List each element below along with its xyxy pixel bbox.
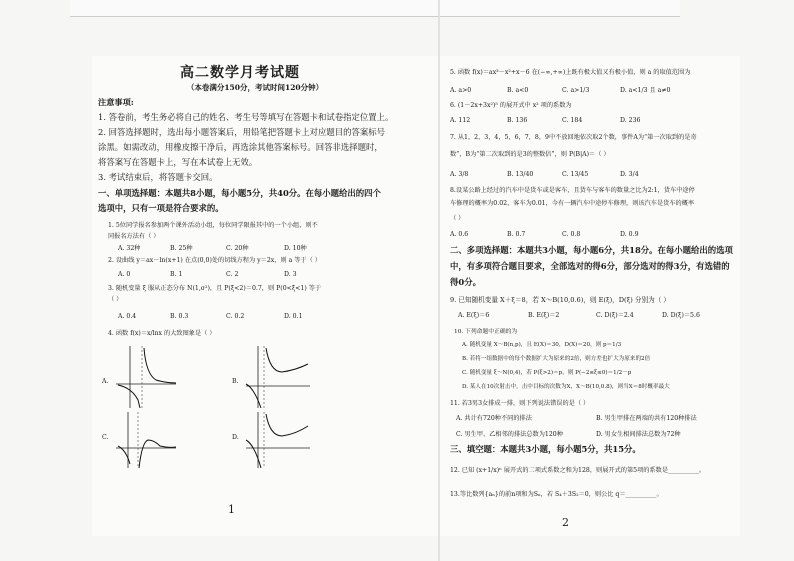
note-line: 将答案写在答题卡上，写在本试卷上无效。 (98, 157, 258, 167)
option-c: C. 20种 (226, 245, 249, 252)
option-a: A. 112 (450, 117, 471, 124)
graph-d (242, 410, 312, 470)
question-6: 6. (1－2x+3x²)⁵ 的展开式中 x² 项的系数为 (450, 102, 572, 109)
option-b: B. 男生甲排在两端的共有120种排法 (596, 415, 697, 422)
option-c: C. 13/45 (562, 171, 589, 178)
graph-label-c: C. (102, 434, 109, 441)
graph-label-a: A. (102, 378, 109, 385)
page-number: 2 (562, 516, 569, 529)
option-a: A. 0.6 (450, 231, 469, 238)
section-heading: 中，有多项符合题目要求，全部选对的得6分，部分选对的得3分，有选错的 (450, 261, 730, 271)
graph-b (242, 344, 312, 410)
option-c: C. 0.2 (226, 313, 245, 320)
note-line: 1. 答卷前，考生务必将自己的姓名、考生号等填写在答题卡和试卷指定位置上。 (98, 112, 394, 122)
question-7: 7. 从1，2，3，4，5，6，7，8，9中不放回地依次取2个数，事件A为“第一次取到的是奇 (450, 134, 697, 141)
option-b: B. 若将一组数据中的每个数据扩大为原来的2倍，则方差也扩大为原来的2倍 (462, 356, 651, 362)
section-heading: 选项中，只有一项是符合要求的。 (98, 203, 224, 213)
option-b: B. E(ξ)＝2 (528, 312, 560, 319)
question-8: 8.设某公路上经过的汽车中是货车或是客车，且货车与客车的数量之比为2:1，货车中途停 (450, 187, 695, 194)
option-a: A. a>0 (450, 87, 472, 94)
question-9: 9. 已知随机变量 X＋ξ＝8，若 X～B(10,0.6)，则 E(ξ)，D(ξ) 分别为（ ） (450, 296, 670, 304)
section-heading: 二、多项选择题：本题共3小题，每小题6分，共18分。在每小题给出的选项 (450, 245, 733, 255)
option-c: C. 0.8 (562, 231, 581, 238)
option-c: C. 男生甲、乙相邻的排法总数为120种 (456, 431, 563, 438)
option-d: D. 10种 (284, 245, 307, 252)
section-heading: 一、单项选择题：本题共8小题，每小题5分，共40分。在每小题给出的四个 (98, 188, 381, 198)
note-line: 涂黑。如需改动，用橡皮擦干净后，再选涂其他答案标号。回答非选择题时， (98, 142, 383, 152)
option-b: B. 1 (170, 271, 183, 278)
question-7: 数”，B为“第二次取到的是3的整数倍”，则 P(B|A)＝（ ） (450, 151, 610, 158)
question-3: （ ） (108, 296, 123, 303)
question-13: 13.等比数列{aₙ}的前n项和为Sₙ，若 S₄＋3S₂＝0，则公比 q＝__________。 (450, 491, 663, 498)
question-10: 10. 下列命题中正确的为 (454, 329, 518, 335)
option-d: D. 3 (284, 271, 297, 278)
option-d: D. 男女生相间排法总数为72种 (596, 431, 681, 438)
option-c: C. D(ξ)＝2.4 (596, 312, 634, 319)
graph-label-b: B. (232, 378, 239, 385)
section-heading: 得0分。 (450, 277, 481, 287)
question-12: 12. 已知 (x+1/x)ⁿ 展开式的二项式系数之和为128，则展开式的第5项的系数是__________。 (450, 467, 706, 474)
option-b: B. 0.7 (507, 231, 526, 238)
option-d: D. 0.1 (284, 313, 303, 320)
question-4: 4. 函数 f(x)＝x/lnx 的大致图象是（ ） (108, 330, 216, 337)
option-b: B. 13/40 (507, 171, 534, 178)
graph-label-d: D. (232, 434, 239, 441)
page-number: 1 (228, 503, 235, 516)
option-d: D. D(ξ)＝5.6 (662, 312, 700, 319)
question-1: 同报名方法有（ ） (108, 233, 160, 240)
question-8: （ ） (450, 215, 465, 222)
section-heading: 三、填空题：本题共3小题，每小题5分，共15分。 (450, 444, 641, 454)
page-fold (438, 0, 440, 561)
question-5: 5. 函数 f(x)＝ax³－x²+x－6 在(−∞,+∞)上既有极大值又有极小值，则 a 的取值范围为 (450, 69, 691, 76)
note-line: 2. 回答选择题时，选出每小题答案后，用铅笔把答题卡上对应题目的答案标号 (98, 127, 386, 137)
exam-subtitle: （本卷满分150分，考试时间120分钟） (186, 83, 324, 92)
option-a: A. E(ξ)＝6 (458, 312, 490, 319)
question-3: 3. 随机变量 ξ 服从正态分布 N(1,σ²)，且 P(ξ<2)＝0.7，则 P(0<ξ<1) 等于 (108, 285, 322, 292)
option-a: A. 0.4 (118, 313, 137, 320)
note-line: 3. 考试结束后，将答题卡交回。 (98, 172, 218, 182)
notes-heading: 注意事项: (98, 97, 134, 107)
question-2: 2. 设曲线 y＝ax－ln(x+1) 在点(0,0)处的切线方程为 y＝2x，则 a 等于（ ） (108, 257, 321, 264)
option-a: A. 共计有720种不同的排法 (456, 415, 532, 422)
option-d: D. a<1/3 且 a≠0 (620, 87, 671, 94)
option-a: A. 32种 (118, 245, 141, 252)
option-b: B. 136 (507, 117, 528, 124)
option-b: B. 25种 (170, 245, 193, 252)
option-c: C. 随机变量 ξ～N(0,4)，若 P(ξ>2)＝p，则 P(−2≤ξ≤0)＝1/2－p (462, 370, 632, 376)
option-d: D. 0.9 (620, 231, 639, 238)
option-a: A. 随机变量 X～B(n,p)，且 E(X)＝30，D(X)＝20，则 p＝1/3 (462, 342, 622, 348)
option-b: B. 0.3 (170, 313, 189, 320)
option-a: A. 3/8 (450, 171, 469, 178)
sheet-top-edge (70, 0, 680, 17)
graph-a (112, 344, 178, 410)
question-1: 1. 5位同学报名参加两个课外活动小组，每位同学限报其中的一个小组，则不 (108, 222, 318, 229)
exam-title: 高二数学月考试题 (180, 65, 300, 81)
graph-c (112, 410, 178, 470)
question-11: 11. 若3男3女排成一排，则下列说法错误的是（ ） (450, 400, 590, 407)
option-c: C. 2 (226, 271, 239, 278)
option-d: D. 某人在10次射击中，击中目标的次数为X，X～B(10,0.8)，则当X＝8时概率最大 (462, 384, 670, 390)
option-b: B. a<0 (507, 87, 529, 94)
option-c: C. 184 (562, 117, 583, 124)
option-c: C. a>1/3 (562, 87, 590, 94)
question-8: 车修理的概率为0.02，客车为0.01，今有一辆汽车中途停车修理，则该汽车是货车的概率 (450, 200, 695, 207)
option-d: D. 236 (620, 117, 641, 124)
option-a: A. 0 (118, 271, 131, 278)
option-d: D. 3/4 (620, 171, 639, 178)
